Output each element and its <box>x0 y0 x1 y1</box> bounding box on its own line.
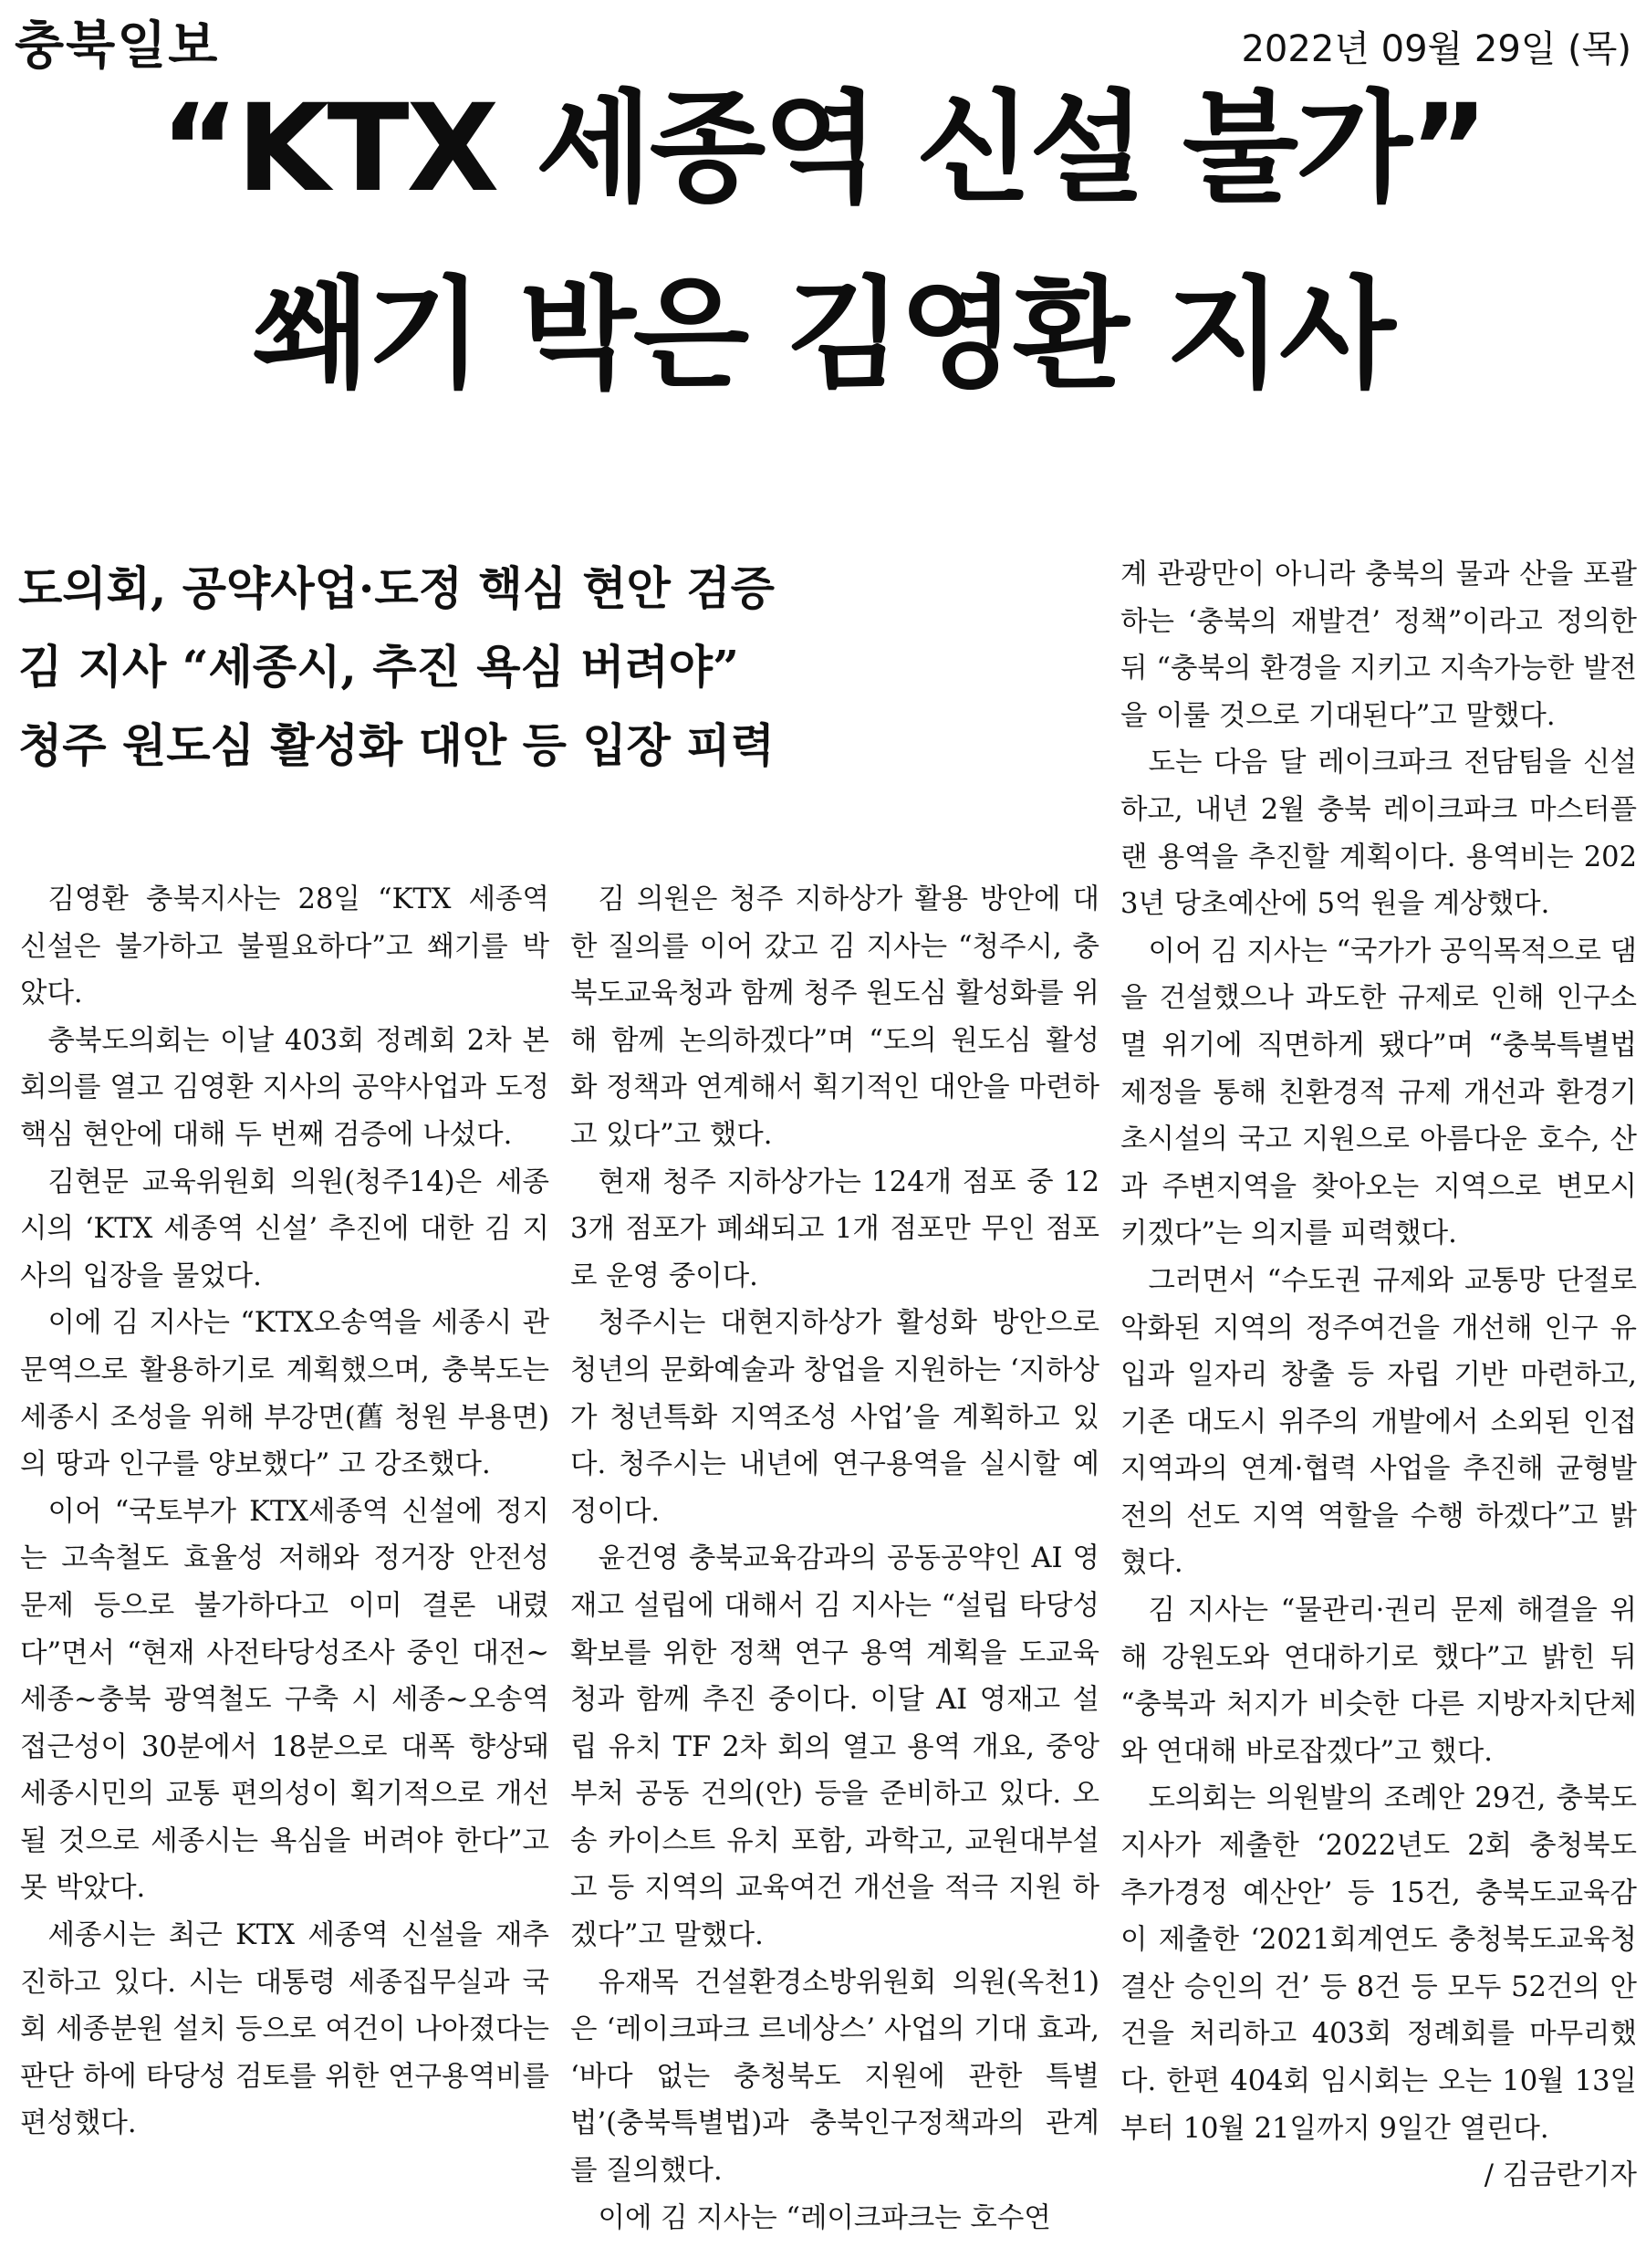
article-paragraph: 김영환 충북지사는 28일 “KTX 세종역 신설은 불가하고 불필요하다”고 쐐기를 박았다. <box>20 883 549 1010</box>
subheadline-block <box>18 549 1086 785</box>
article-paragraph: 윤건영 충북교육감과의 공동공약인 AI 영재고 설립에 대해서 김 지사는 “설립 타당성 확보를 위한 정책 연구 용역 계획을 도교육청과 함께 추진 중이다. 이달 AI 영재고 설립 유치 TF 2차 회의 열고 용역 개요, 중앙부처 공동 건의(안) 등을 준비하고 있다. 오송 카이스트 유치 포함, 과학고, 교원대부설고 등 지역의 교육여건 개선을 적극 지원 하겠다”고 말했다. <box>570 1542 1099 1952</box>
article-paragraph: 그러면서 “수도권 규제와 교통망 단절로 악화된 지역의 정주여건을 개선해 인구 유입과 일자리 창출 등 자립 기반 마련하고, 기존 대도시 위주의 개발에서 소외된 인접 지역과의 연계·협력 사업을 추진해 균형발전의 선도 지역 역할을 수행 하겠다”고 밝혔다. <box>1120 1264 1637 1580</box>
article-paragraph: 충북도의회는 이날 403회 정례회 2차 본회의를 열고 김영환 지사의 공약사업과 도정 핵심 현안에 대해 두 번째 검증에 나섰다. <box>20 1024 549 1151</box>
article-column-1 <box>20 876 549 2263</box>
article-paragraph: 현재 청주 지하상가는 124개 점포 중 123개 점포가 폐쇄되고 1개 점포만 무인 점포로 운영 중이다. <box>570 1165 1099 1292</box>
article-paragraph: 세종시는 최근 KTX 세종역 신설을 재추진하고 있다. 시는 대통령 세종집무실과 국회 세종분원 설치 등으로 여건이 나아졌다는 판단 하에 타당성 검토를 위한 연구용역비를 편성했다. <box>20 1919 549 2140</box>
headline-line-1: “KTX 세종역 신설 불가” <box>160 78 1486 219</box>
article-paragraph: 이어 김 지사는 “국가가 공익목적으로 댐을 건설했으나 과도한 규제로 인해 인구소멸 위기에 직면하게 됐다”며 “충북특별법 제정을 통해 친환경적 규제 개선과 환경기초시설의 국고 지원으로 아름다운 호수, 산과 주변지역을 찾아오는 지역으로 변모시키겠다”는 의지를 피력했다. <box>1120 935 1637 1250</box>
article-paragraph: 김 의원은 청주 지하상가 활용 방안에 대한 질의를 이어 갔고 김 지사는 “청주시, 충북도교육청과 함께 청주 원도심 활성화를 위해 함께 논의하겠다”며 “도의 원도심 활성화 정책과 연계해서 획기적인 대안을 마련하고 있다”고 했다. <box>570 883 1099 1151</box>
article-paragraph: 이에 김 지사는 “레이크파크는 호수연 <box>598 2201 1051 2234</box>
article-paragraph: 유재목 건설환경소방위원회 의원(옥천1)은 ‘레이크파크 르네상스’ 사업의 기대 효과, ‘바다 없는 충청북도 지원에 관한 특별법’(충북특별법)과 충북인구정책과의 관계를 질의했다. <box>570 1966 1099 2188</box>
publication-date: 2022년 09월 29일 (목) <box>1241 28 1631 70</box>
newspaper-masthead: 충북일보 <box>15 16 220 76</box>
article-paragraph-continued: 계 관광만이 아니라 충북의 물과 산을 포괄하는 ‘충북의 재발견’ 정책”이라고 정의한 뒤 “충북의 환경을 지키고 지속가능한 발전을 이룰 것으로 기대된다”고 말했다. <box>1120 559 1637 732</box>
headline-line-2: 쐐기 박은 김영환 지사 <box>253 265 1393 405</box>
article-column-2 <box>570 876 1099 2263</box>
article-paragraph: 도의회는 의원발의 조례안 29건, 충북도지사가 제출한 ‘2022년도 2회 충청북도 추가경정 예산안’ 등 15건, 충북도교육감이 제출한 ‘2021회계연도 충청북도교육청 결산 승인의 건’ 등 8건 등 모두 52건의 안건을 처리하고 403회 정례회를 마무리했다. 한편 404회 임시회는 오는 10월 13일부터 10월 21일까지 9일간 열린다. <box>1120 1782 1637 2145</box>
article-paragraph: 청주시는 대현지하상가 활성화 방안으로 청년의 문화예술과 창업을 지원하는 ‘지하상가 청년특화 지역조성 사업’을 계획하고 있다. 청주시는 내년에 연구용역을 실시할 예정이다. <box>570 1307 1099 1528</box>
subheadline: 도의회, 공약사업·도정 핵심 현안 검증 <box>18 561 775 615</box>
article-paragraph: 이어 “국토부가 KTX세종역 신설에 정지는 고속철도 효율성 저해와 정거장 안전성 문제 등으로 불가하다고 이미 결론 내렸다”면서 “현재 사전타당성조사 중인 대전~세종~충북 광역철도 구축 시 세종~오송역 접근성이 30분에서 18분으로 대폭 향상돼 세종시민의 교통 편의성이 획기적으로 개선될 것으로 세종시는 욕심을 버려야 한다”고 못 박았다. <box>20 1495 549 1905</box>
article-paragraph: 도는 다음 달 레이크파크 전담팀을 신설하고, 내년 2월 충북 레이크파크 마스터플랜 용역을 추진할 계획이다. 용역비는 2023년 당초예산에 5억 원을 계상했다. <box>1120 747 1637 921</box>
article-column-3 <box>1120 551 1637 2249</box>
article-paragraph: 이에 김 지사는 “KTX오송역을 세종시 관문역으로 활용하기로 계획했으며, 충북도는 세종시 조성을 위해 부강면(舊 청원 부용면)의 땅과 인구를 양보했다” 고 강조했다. <box>20 1307 549 1481</box>
article-paragraph: 김 지사는 “물관리·권리 문제 해결을 위해 강원도와 연대하기로 했다”고 밝힌 뒤 “충북과 처지가 비슷한 다른 지방자치단체와 연대해 바로잡겠다”고 했다. <box>1120 1594 1637 1768</box>
article-paragraph: 김현문 교육위원회 의원(청주14)은 세종시의 ‘KTX 세종역 신설’ 추진에 대한 김 지사의 입장을 물었다. <box>20 1165 549 1292</box>
subheadline: 청주 원도심 활성화 대안 등 입장 피력 <box>18 718 775 772</box>
reporter-byline: / 김금란기자 <box>1484 2159 1637 2192</box>
subheadline: 김 지사 “세종시, 추진 욕심 버려야” <box>18 640 739 694</box>
